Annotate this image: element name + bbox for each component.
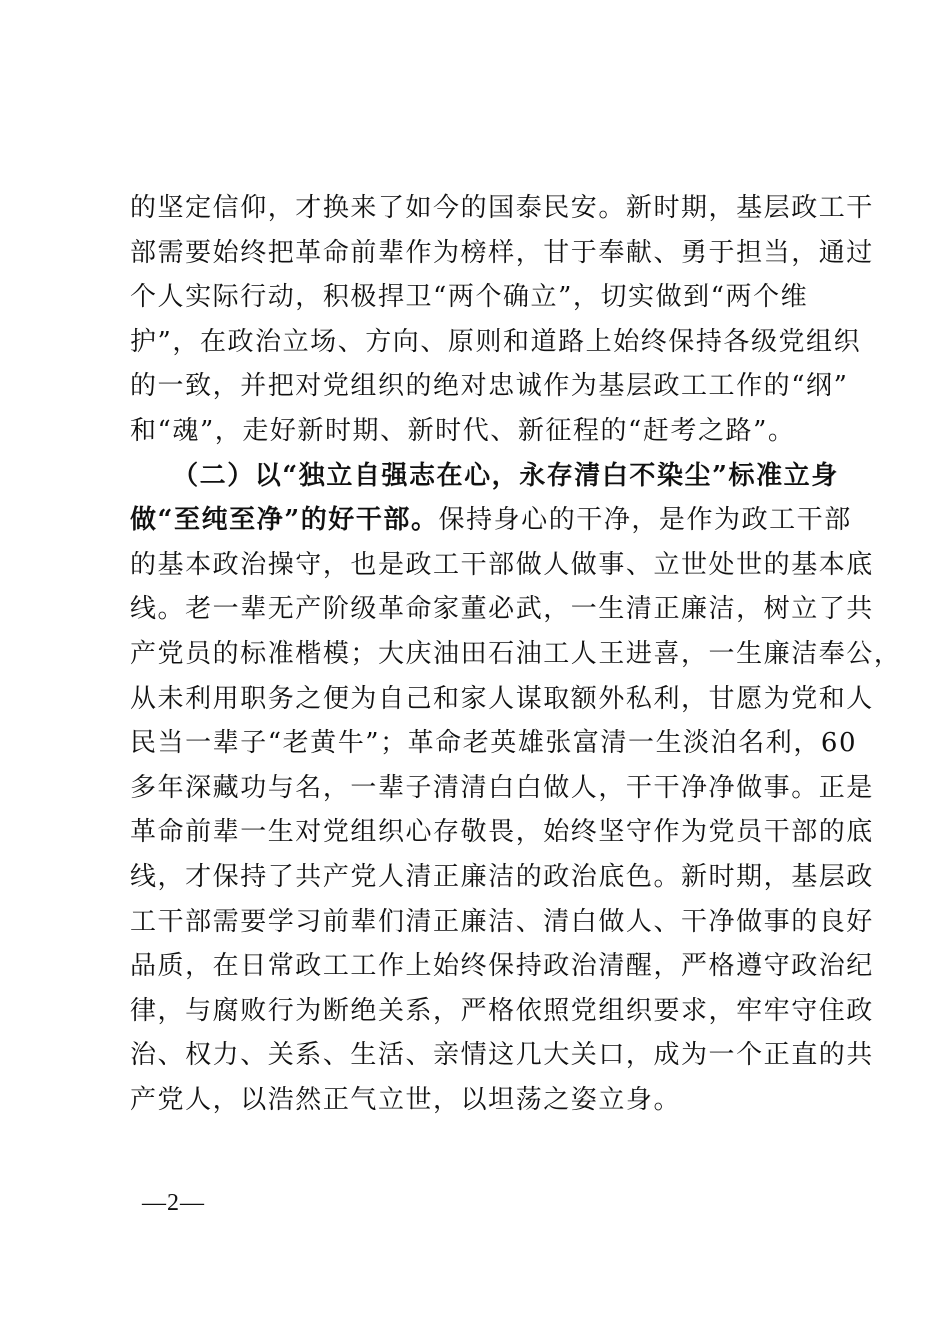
paragraph-line: 律，与腐败行为断绝关系，严格依照党组织要求，牢牢守住政 bbox=[130, 995, 874, 1026]
page-number: —2— bbox=[142, 1190, 205, 1216]
paragraph-text: 保持身心的干净，是作为政工干部 bbox=[438, 505, 852, 536]
paragraph-line: 个人实际行动，积极捍卫“两个确立”，切实做到“两个维 bbox=[130, 282, 809, 313]
paragraph-line: 从未利用职务之便为自己和家人谋取额外私利，甘愿为党和人 bbox=[130, 683, 874, 714]
paragraph-line: 和“魂”，走好新时期、新时代、新征程的“赶考之路”。 bbox=[130, 415, 796, 446]
paragraph-line: 工干部需要学习前辈们清正廉洁、清白做人、干净做事的良好 bbox=[130, 906, 874, 937]
paragraph-line: 革命前辈一生对党组织心存敬畏，始终坚守作为党员干部的底 bbox=[130, 817, 874, 848]
section-heading-line bbox=[130, 498, 852, 543]
paragraph-line: 线，才保持了共产党人清正廉洁的政治底色。新时期，基层政 bbox=[130, 861, 874, 892]
body-text bbox=[130, 186, 902, 1122]
paragraph-line: 部需要始终把革命前辈作为榜样，甘于奉献、勇于担当，通过 bbox=[130, 237, 874, 268]
section-heading-end: 做“至纯至净”的好干部。 bbox=[130, 505, 439, 536]
paragraph-line: 治、权力、关系、生活、亲情这几大关口，成为一个正直的共 bbox=[130, 1040, 874, 1071]
paragraph-line: 产党人，以浩然正气立世，以坦荡之姿立身。 bbox=[130, 1084, 682, 1115]
paragraph-line: 产党员的标准楷模；大庆油田石油工人王进喜，一生廉洁奉公， bbox=[130, 638, 902, 669]
section-heading: （二）以“独立自强志在心，永存清白不染尘”标准立身 bbox=[130, 460, 839, 491]
paragraph-line: 护”，在政治立场、方向、原则和道路上始终保持各级党组织 bbox=[130, 326, 862, 357]
paragraph-line: 民当一辈子“老黄牛”；革命老英雄张富清一生淡泊名利，60 bbox=[130, 728, 858, 759]
paragraph-line: 的一致，并把对党组织的绝对忠诚作为基层政工工作的“纲” bbox=[130, 371, 849, 402]
paragraph-line: 品质，在日常政工工作上始终保持政治清醒，严格遵守政治纪 bbox=[130, 951, 874, 982]
paragraph-line: 的坚定信仰，才换来了如今的国泰民安。新时期，基层政工干 bbox=[130, 193, 874, 223]
paragraph-line: 线。老一辈无产阶级革命家董必武，一生清正廉洁，树立了共 bbox=[130, 594, 874, 625]
paragraph-line: 的基本政治操守，也是政工干部做人做事、立世处世的基本底 bbox=[130, 549, 874, 580]
paragraph-line: 多年深藏功与名，一辈子清清白白做人，干干净净做事。正是 bbox=[130, 772, 874, 803]
